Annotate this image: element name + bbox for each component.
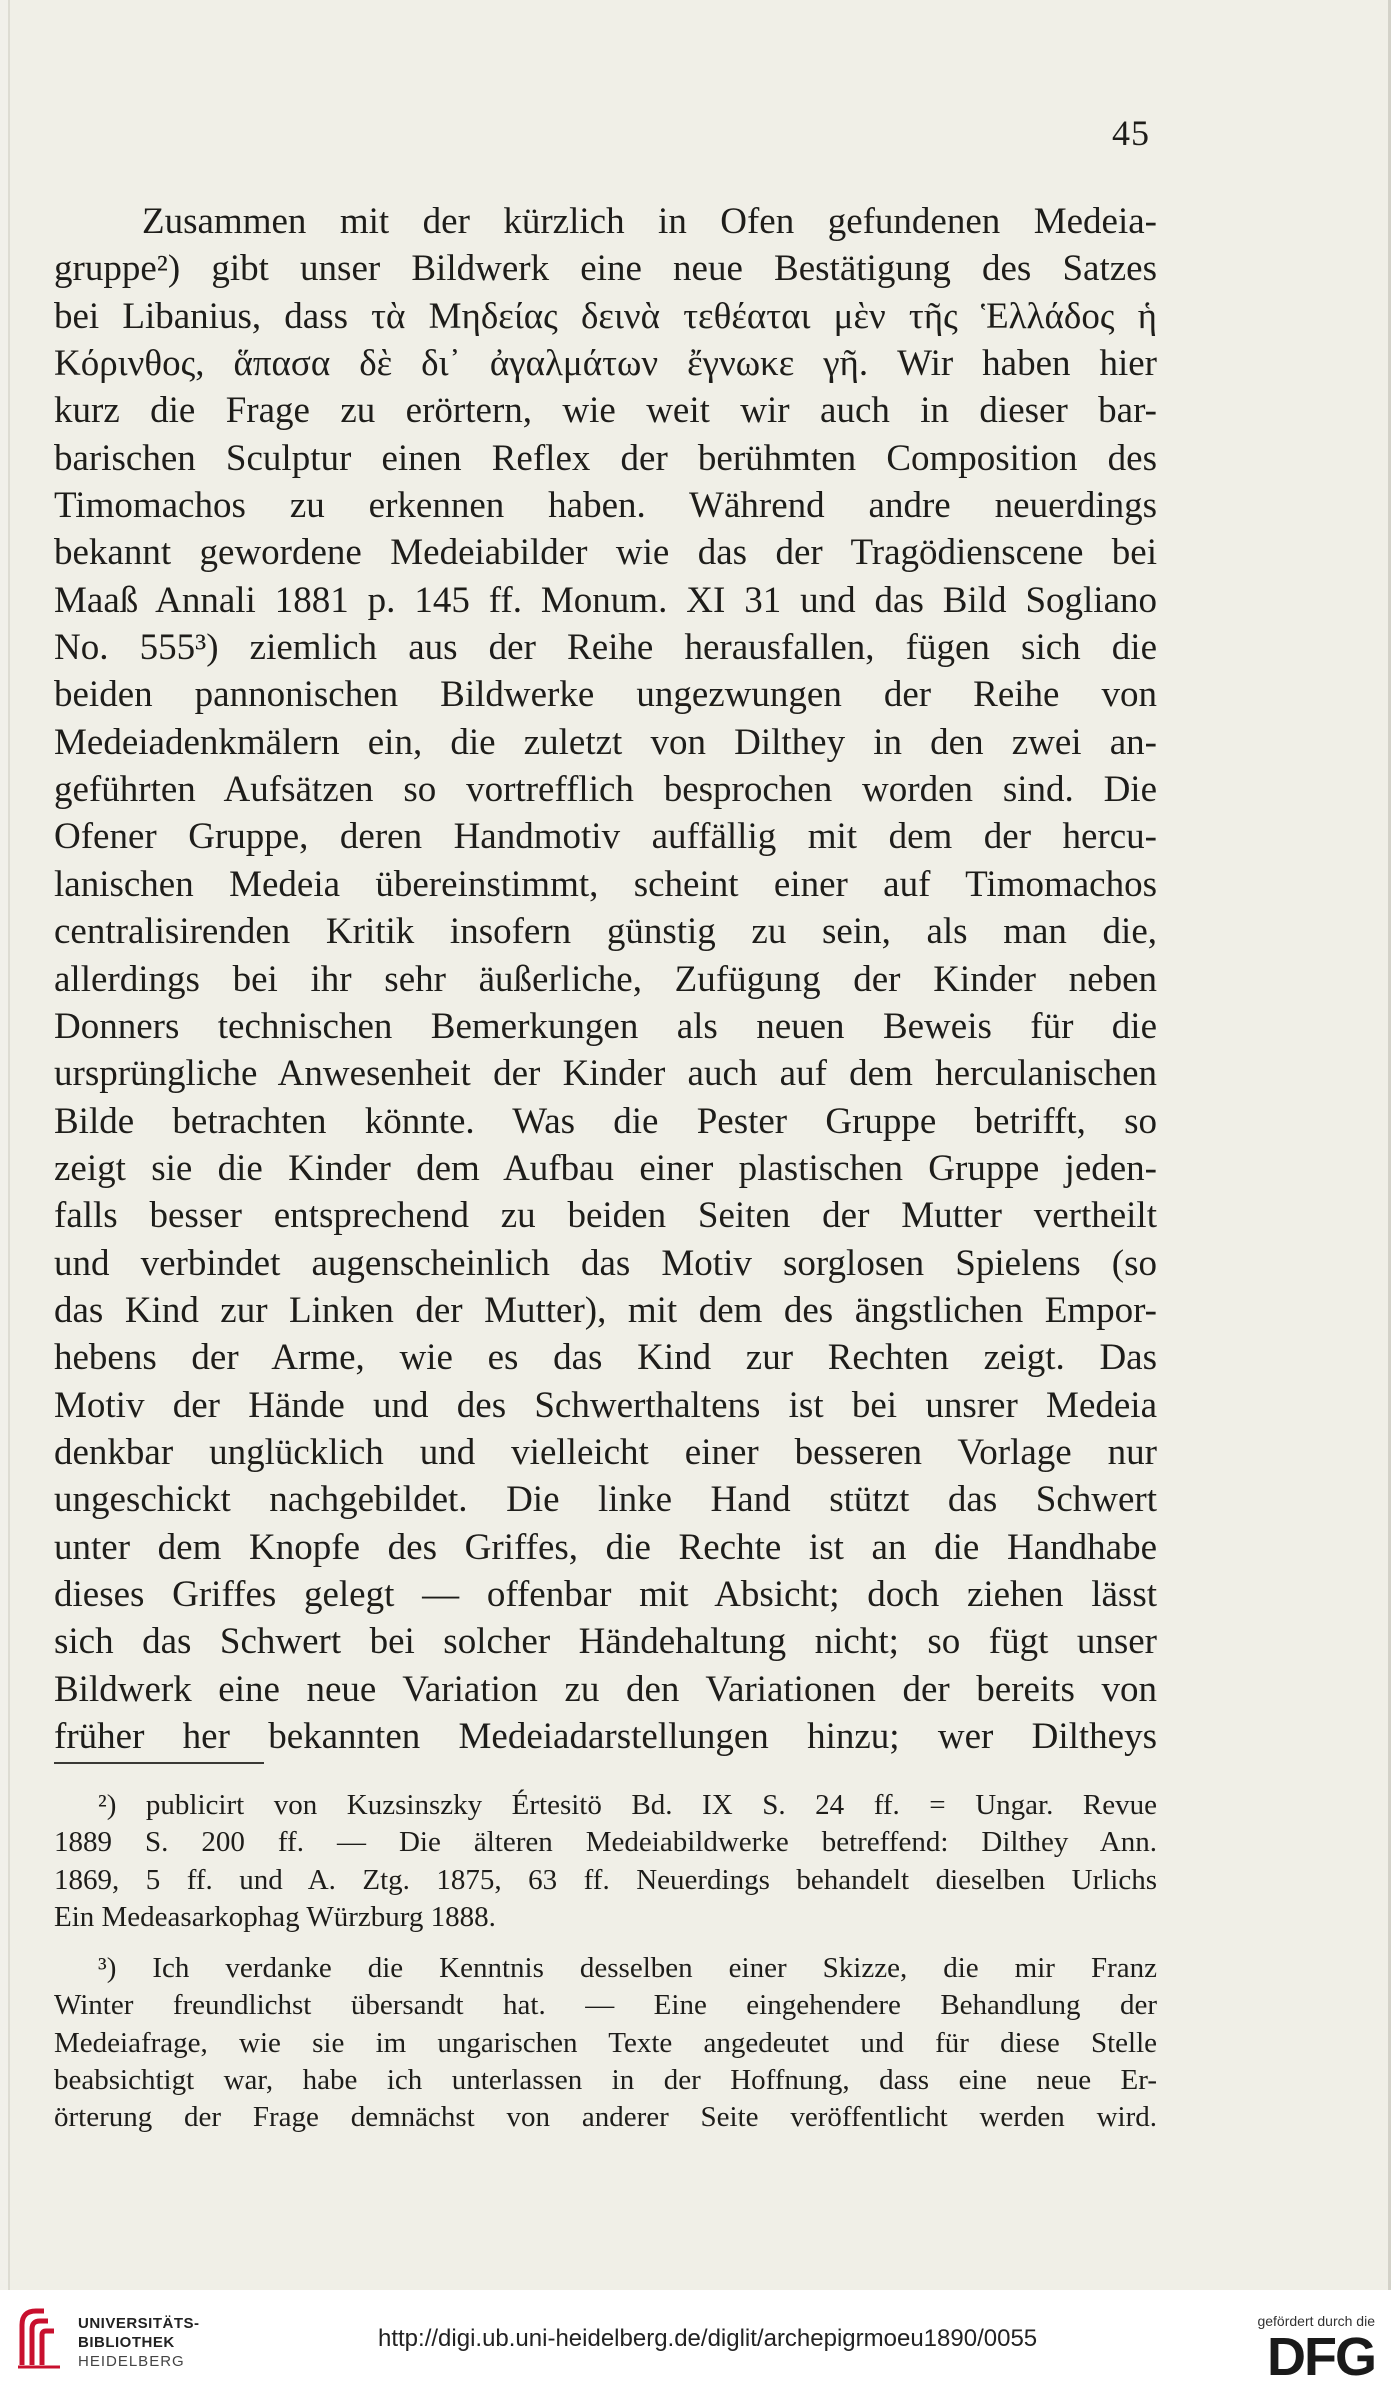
body-line: Bildwerk eine neue Variation zu den Variationen der bereits von	[54, 1668, 1157, 1710]
footnote-2-line: ²) publicirt von Kuzsinszky Értesitö Bd. IX S. 24 ff. = Ungar. Revue	[98, 1789, 1157, 1821]
body-line: falls besser entsprechend zu beiden Seiten der Mutter vertheilt	[54, 1195, 1157, 1237]
body-line: Motiv der Hände und des Schwerthaltens ist bei unsrer Medeia	[54, 1384, 1157, 1426]
body-line: ursprüngliche Anwesenheit der Kinder auch auf dem herculanischen	[54, 1053, 1157, 1095]
library-line-3: HEIDELBERG	[78, 2353, 185, 2370]
library-name	[78, 2314, 200, 2371]
body-line: No. 555³) ziemlich aus der Reihe herausfallen, fügen sich die	[54, 627, 1157, 669]
footnote-2-line: 1869, 5 ff. und A. Ztg. 1875, 63 ff. Neuerdings behandelt dieselben Urlichs	[54, 1863, 1157, 1896]
body-line: Maaß Annali 1881 p. 145 ff. Monum. XI 31 und das Bild Sogliano	[54, 579, 1157, 621]
body-line: zeigt sie die Kinder dem Aufbau einer plastischen Gruppe jeden-	[54, 1147, 1157, 1189]
dfg-logo: DFG	[1267, 2327, 1375, 2387]
body-line: centralisirenden Kritik insofern günstig zu sein, als man die,	[54, 911, 1157, 953]
body-line: ungeschickt nachgebildet. Die linke Hand stützt das Schwert	[54, 1479, 1157, 1521]
footnote-3-line: beabsichtigt war, habe ich unterlassen in der Hoffnung, dass eine neue Er-	[54, 2064, 1157, 2097]
footnote-2-line: 1889 S. 200 ff. — Die älteren Medeiabildwerke betreffend: Dilthey Ann.	[54, 1826, 1157, 1859]
university-logo-icon	[14, 2305, 68, 2371]
body-line: Medeiadenkmälern ein, die zuletzt von Dilthey in den zwei an-	[54, 721, 1157, 763]
body-line: bekannt gewordene Medeiabilder wie das der Tragödienscene bei	[54, 532, 1157, 574]
body-line: das Kind zur Linken der Mutter), mit dem des ängstlichen Empor-	[54, 1289, 1157, 1331]
body-line: beiden pannonischen Bildwerke ungezwungen der Reihe von	[54, 674, 1157, 716]
body-line: dieses Griffes gelegt — offenbar mit Absicht; doch ziehen lässt	[54, 1573, 1157, 1615]
body-line: hebens der Arme, wie es das Kind zur Rechten zeigt. Das	[54, 1337, 1157, 1379]
footnote-3-line: örterung der Frage demnächst von anderer Seite veröffentlicht werden wird.	[54, 2101, 1157, 2134]
footnote-divider	[54, 1762, 264, 1764]
body-line: Ofener Gruppe, deren Handmotiv auffällig mit dem der hercu-	[54, 816, 1157, 858]
scanned-page	[8, 0, 1391, 2290]
funder-caption: gefördert durch die	[1257, 2313, 1375, 2329]
body-line: und verbindet augenscheinlich das Motiv sorglosen Spielens (so	[54, 1242, 1157, 1284]
body-line: lanischen Medeia übereinstimmt, scheint einer auf Timomachos	[54, 863, 1157, 905]
body-line: geführten Aufsätzen so vortrefflich besprochen worden sind. Die	[54, 769, 1157, 811]
footnote-3-line: Medeiafrage, wie sie im ungarischen Texte angedeutet und für diese Stelle	[54, 2026, 1157, 2059]
body-text	[54, 198, 1157, 1760]
library-line-1: UNIVERSITÄTS-	[78, 2315, 200, 2332]
body-line: Donners technischen Bemerkungen als neuen Beweis für die	[54, 1005, 1157, 1047]
body-line: kurz die Frage zu erörtern, wie weit wir auch in dieser bar-	[54, 390, 1157, 432]
body-line: denkbar unglücklich und vielleicht einer besseren Vorlage nur	[54, 1431, 1157, 1473]
body-line: sich das Schwert bei solcher Händehaltung nicht; so fügt unser	[54, 1621, 1157, 1663]
body-line: Bilde betrachten könnte. Was die Pester Gruppe betrifft, so	[54, 1100, 1157, 1142]
body-line: früher her bekannten Medeiadarstellungen hinzu; wer Diltheys	[54, 1716, 1157, 1757]
library-line-2: BIBLIOTHEK	[78, 2334, 175, 2351]
body-line: unter dem Knopfe des Griffes, die Rechte ist an die Handhabe	[54, 1526, 1157, 1568]
body-line: Κόρινθος, ἅπασα δὲ δι᾿ ἀγαλμάτων ἔγνωκε γῆ. Wir haben hier	[54, 343, 1157, 385]
body-line: Timomachos zu erkennen haben. Während andre neuerdings	[54, 485, 1157, 527]
body-line: allerdings bei ihr sehr äußerliche, Zufügung der Kinder neben	[54, 958, 1157, 1000]
permalink[interactable]: http://digi.ub.uni-heidelberg.de/diglit/archepigrmoeu1890/0055	[378, 2325, 1038, 2352]
footnote-3-line: ³) Ich verdanke die Kenntnis desselben einer Skizze, die mir Franz	[98, 1952, 1157, 1985]
body-line: gruppe²) gibt unser Bildwerk eine neue Bestätigung des Satzes	[54, 248, 1157, 290]
body-line: Zusammen mit der kürzlich in Ofen gefundenen Medeia-	[142, 201, 1157, 242]
body-line: barischen Sculptur einen Reflex der berühmten Composition des	[54, 437, 1157, 479]
footnote-3-line: Winter freundlichst übersandt hat. — Eine eingehendere Behandlung der	[54, 1989, 1157, 2022]
footnote-2-line: Ein Medeasarkophag Würzburg 1888.	[54, 1900, 496, 1933]
page-number: 45	[1112, 113, 1150, 153]
body-line: bei Libanius, dass τὰ Μηδείας δεινὰ τεθέαται μὲν τῆς Ἑλλάδος ἡ	[54, 295, 1157, 337]
footnotes	[54, 1787, 1157, 2137]
